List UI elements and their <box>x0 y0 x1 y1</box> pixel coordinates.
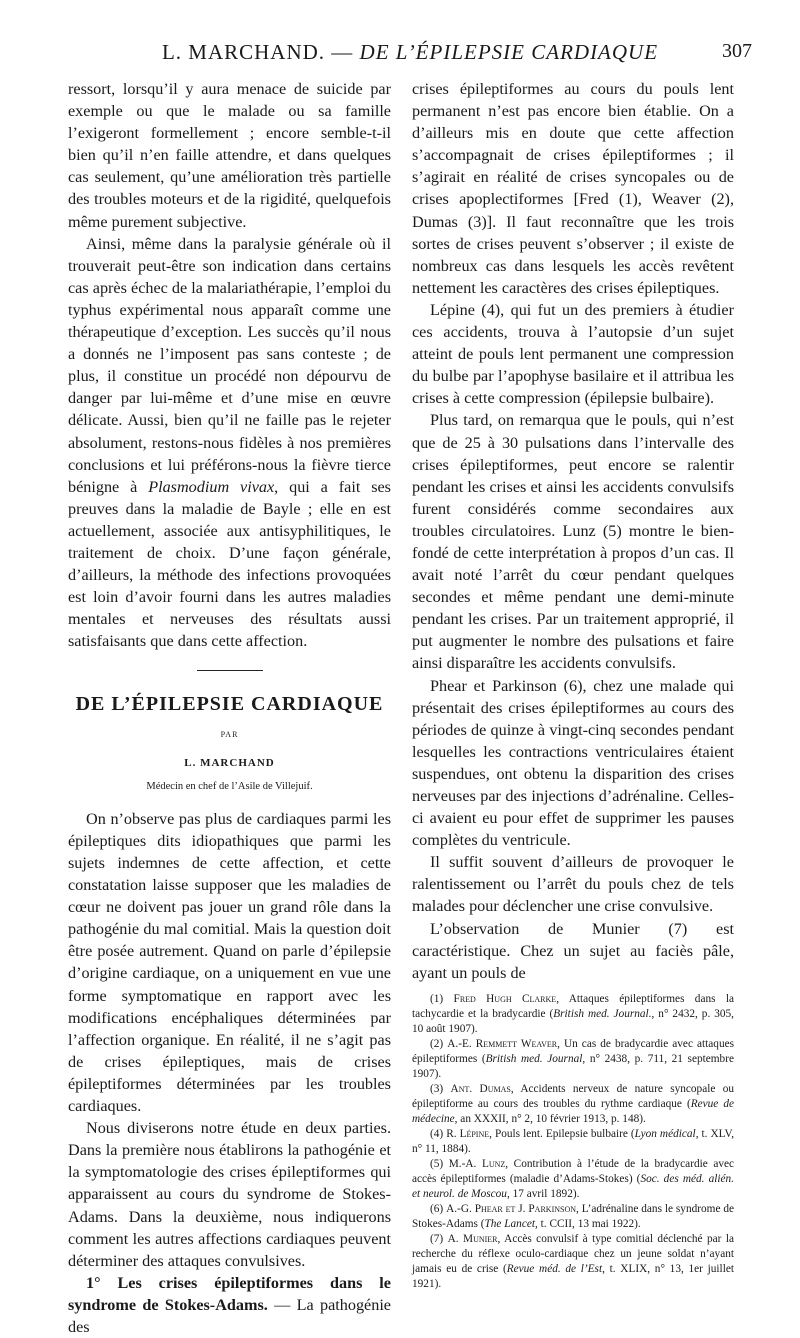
footnote-text: , Accès convulsif à type comitial déclenché par la recherche du réflexe oculo-cardiaque chez un jeune soldat n’ayant jamais eu de crise ( <box>412 1232 735 1275</box>
footnote-journal: The Lancet <box>484 1217 536 1230</box>
paragraph <box>68 233 391 653</box>
section-heading-paragraph <box>68 1272 391 1338</box>
paragraph: crises épileptiformes au cours du pouls lent permanent n’est pas encore bien établie. On a d’ailleurs mis en doute que cette affection s’accompagnait de crises épileptiformes ; il s’agirait en réalité de crises syncopales ou de crises apoplectiformes [Fred (1), Weaver (2), Dumas (3)]. Il faut reconnaître que les trois sortes de crises peuvent s’observer ; il existe de nombreux cas dans lesquels les accès revêtent nettement les caractères des crises épileptiques. <box>412 80 734 297</box>
footnote-text: , Un cas de bradycardie avec attaques épileptiformes ( <box>412 1037 734 1065</box>
footnote-author: Fred Hugh Clarke <box>453 992 557 1005</box>
footnote <box>412 1232 734 1292</box>
paragraph: Lépine (4), qui fut un des premiers à étudier ces accidents, trouva à l’autopsie d’un sujet atteint de pouls lent permanent une compression du bulbe par l’apophyse basilaire et il attribua les crises à cette compression (épilepsie bulbaire). <box>412 300 734 408</box>
article-title: DE L’ÉPILEPSIE CARDIAQUE <box>75 693 384 716</box>
paragraph: Phear et Parkinson (6), chez une malade qui présentait des crises épileptiformes au cours des périodes de quinze à vingt-cinq secondes pendant lesquelles les contractions ventriculaires étaient suspendues, ont obtenu la disparition des crises nerveuses par des injections d’adrénaline. Celles-ci avaient eu pour effet de supprimer les pauses complètes du ventricule. <box>412 676 734 850</box>
footnote-number: (7) <box>430 1232 444 1245</box>
footnote-text: , t. XLIX, n° 13, 1er juillet 1921). <box>412 1262 734 1290</box>
footnote-journal: British med. Journal. <box>553 1007 652 1020</box>
paragraph: Il suffit souvent d’ailleurs de provoquer le ralentissement ou l’arrêt du pouls chez de tels malades pour déclencher une crise convulsive. <box>412 853 734 916</box>
article-author: L. MARCHAND <box>184 756 275 769</box>
running-head-author: L. MARCHAND. <box>161 40 326 64</box>
running-head-title: DE L’ÉPILEPSIE CARDIAQUE <box>359 40 659 64</box>
footnote <box>412 1127 734 1157</box>
left-column <box>68 78 391 1338</box>
paragraph: Nous diviserons notre étude en deux parties. Dans la première nous établirons la pathogénie et la symptomatologie des crises épileptiformes qui apparaissent au cours du syndrome de Stokes-Adams. Dans la deuxième, nous indiquerons comment les autres affections cardiaques peuvent déterminer des attaques convulsives. <box>68 1119 391 1270</box>
species-name: Plasmodium vivax <box>148 477 275 496</box>
author-affiliation: Médecin en chef de l’Asile de Villejuif. <box>146 780 313 792</box>
footnote-author: M.-A. Lunz <box>448 1157 506 1170</box>
footnote-text: , n° 2438, p. 711, 21 septembre 1907). <box>412 1052 734 1080</box>
footnote-text: , 17 avril 1892). <box>506 1187 580 1200</box>
paragraph: ressort, lorsqu’il y aura menace de suicide par exemple ou que le malade ou sa famille l’exigeront formellement ; encore semble-t-il bien qu’il n’en faille attendre, et dans quelques cas seulement, qu’une amélioration très partielle des troubles moteurs et de la rigidité, quelquefois même purement subjective. <box>68 80 391 231</box>
footnote-author: A.-G. Phear et J. Parkinson <box>446 1202 577 1215</box>
footnote-text: , Attaques épileptiformes dans la tachycardie et la bradycardie ( <box>412 992 735 1020</box>
paragraph-text: , qui a fait ses preuves dans la maladie de Bayle ; elle en est actuellement, associée aux antisyphilitiques, le traitement de choix. D’une façon générale, d’ailleurs, la méthode des infections provoquées est loin d’avoir fourni dans les autres maladies mentales et nerveuses des résultats aussi satisfaisants que dans cette affection. <box>68 477 391 651</box>
footnote-text: , t. CCII, 13 mai 1922). <box>535 1217 641 1230</box>
running-head-dash: — <box>325 40 360 64</box>
paragraph: On n’observe pas plus de cardiaques parmi les épileptiques dits idiopathiques que parmi les sujets indemnes de cette affection, et cette constatation laisse supposer que les maladies de cœur ne doivent pas jouer un grand rôle dans la pathogénie du mal comitial. Mais la question doit être posée autrement. Quand on parle d’épilepsie d’origine cardiaque, on a uniquement en vue une forme symptomatique en rapport avec les modifications encéphaliques déterminées par l’affection organique. En réalité, il ne s’agit pas de crises épileptiques, mais de crises épileptiformes déterminées par les troubles cardiaques. <box>68 809 391 1116</box>
footnote-text: , Pouls lent. Epilepsie bulbaire ( <box>489 1127 635 1140</box>
footnote-number: (2) <box>430 1037 444 1050</box>
footnote-journal: Soc. des méd. alién. et neurol. de Moscou <box>412 1172 734 1200</box>
footnote <box>412 1202 734 1232</box>
section-divider <box>197 670 263 671</box>
footnote-number: (4) <box>430 1127 444 1140</box>
footnote-author: A. Munier <box>447 1232 498 1245</box>
paragraph: L’observation de Munier (7) est caractéristique. Chez un sujet au faciès pâle, ayant un pouls de <box>412 919 734 982</box>
footnote-author: A.-E. Remmett Weaver <box>447 1037 558 1050</box>
footnote-journal: British med. Journal <box>485 1052 583 1065</box>
section-heading: 1° Les crises épileptiformes dans le syndrome de Stokes-Adams. <box>68 1273 391 1314</box>
byline-par: PAR <box>220 729 239 739</box>
footnote-number: (1) <box>430 992 444 1005</box>
footnote-journal: Lyon médical <box>634 1127 696 1140</box>
paragraph-text: — La pathogénie des <box>68 1295 391 1336</box>
footnote-text: , n° 2432, p. 305, 10 août 1907). <box>412 1007 734 1035</box>
paragraph-text: Ainsi, même dans la paralysie générale où il trouverait peut-être son indication dans certains cas après échec de la malariathérapie, l’emploi du typhus expérimental nous apparaît comme une thérapeutique d’exception. Les succès qu’il nous a donnés ne l’imposent pas sans conteste ; de plus, il constitue un procédé non dépourvu de danger par lui-même et d’une mise en œuvre délicate. Aussi, bien qu’il ne faille pas le rejeter absolument, restons-nous fidèles à nos premières conclusions et lui préférons-nous la fièvre tierce bénigne à <box>68 234 391 496</box>
footnote-text: , t. XLV, n° 11, 1884). <box>412 1127 735 1155</box>
footnote-text: , Accidents nerveux de nature syncopale ou épileptiforme au cours des troubles du rythme cardiaque ( <box>412 1082 735 1110</box>
footnote-text: , Contribution à l’étude de la bradycardie avec accès épileptiformes (maladie d’Adams-Stokes) ( <box>412 1157 735 1185</box>
page-number: 307 <box>722 40 752 62</box>
footnote-journal: Revue méd. de l’Est <box>506 1262 603 1275</box>
paragraph: Plus tard, on remarqua que le pouls, qui n’est que de 25 à 30 pulsations dans l’intervalle des crises épileptiformes, peut encore se ralentir pendant les crises et ainsi les accidents convulsifs furent considérés comme secondaires aux troubles circulatoires. Lunz (5) montre le bien-fondé de cette interprétation à propos d’un cas. Il avait noté l’arrêt du cœur pendant quelques secondes et même pendant une demi-minute pendant les crises. Par un traitement approprié, il put augmenter le nombre des pulsations et faire ainsi disparaître les accidents convulsifs. <box>412 411 734 673</box>
footnote-number: (6) <box>430 1202 444 1215</box>
footnote <box>412 1037 734 1082</box>
footnote-number: (3) <box>430 1082 444 1095</box>
footnote <box>412 1082 734 1127</box>
right-column <box>412 78 734 1292</box>
running-head <box>70 40 750 65</box>
footnote <box>412 1157 734 1202</box>
footnotes <box>412 992 734 1292</box>
footnote-author: R. Lépine <box>446 1127 490 1140</box>
footnote-text: , an XXXII, n° 2, 10 février 1913, p. 148). <box>454 1112 646 1125</box>
footnote-number: (5) <box>430 1157 444 1170</box>
footnote-text: , L’adrénaline dans le syndrome de Stokes-Adams ( <box>412 1202 734 1230</box>
footnote-journal: Revue de médecine <box>412 1097 734 1125</box>
footnote-author: Ant. Dumas <box>450 1082 511 1095</box>
footnote <box>412 992 734 1037</box>
